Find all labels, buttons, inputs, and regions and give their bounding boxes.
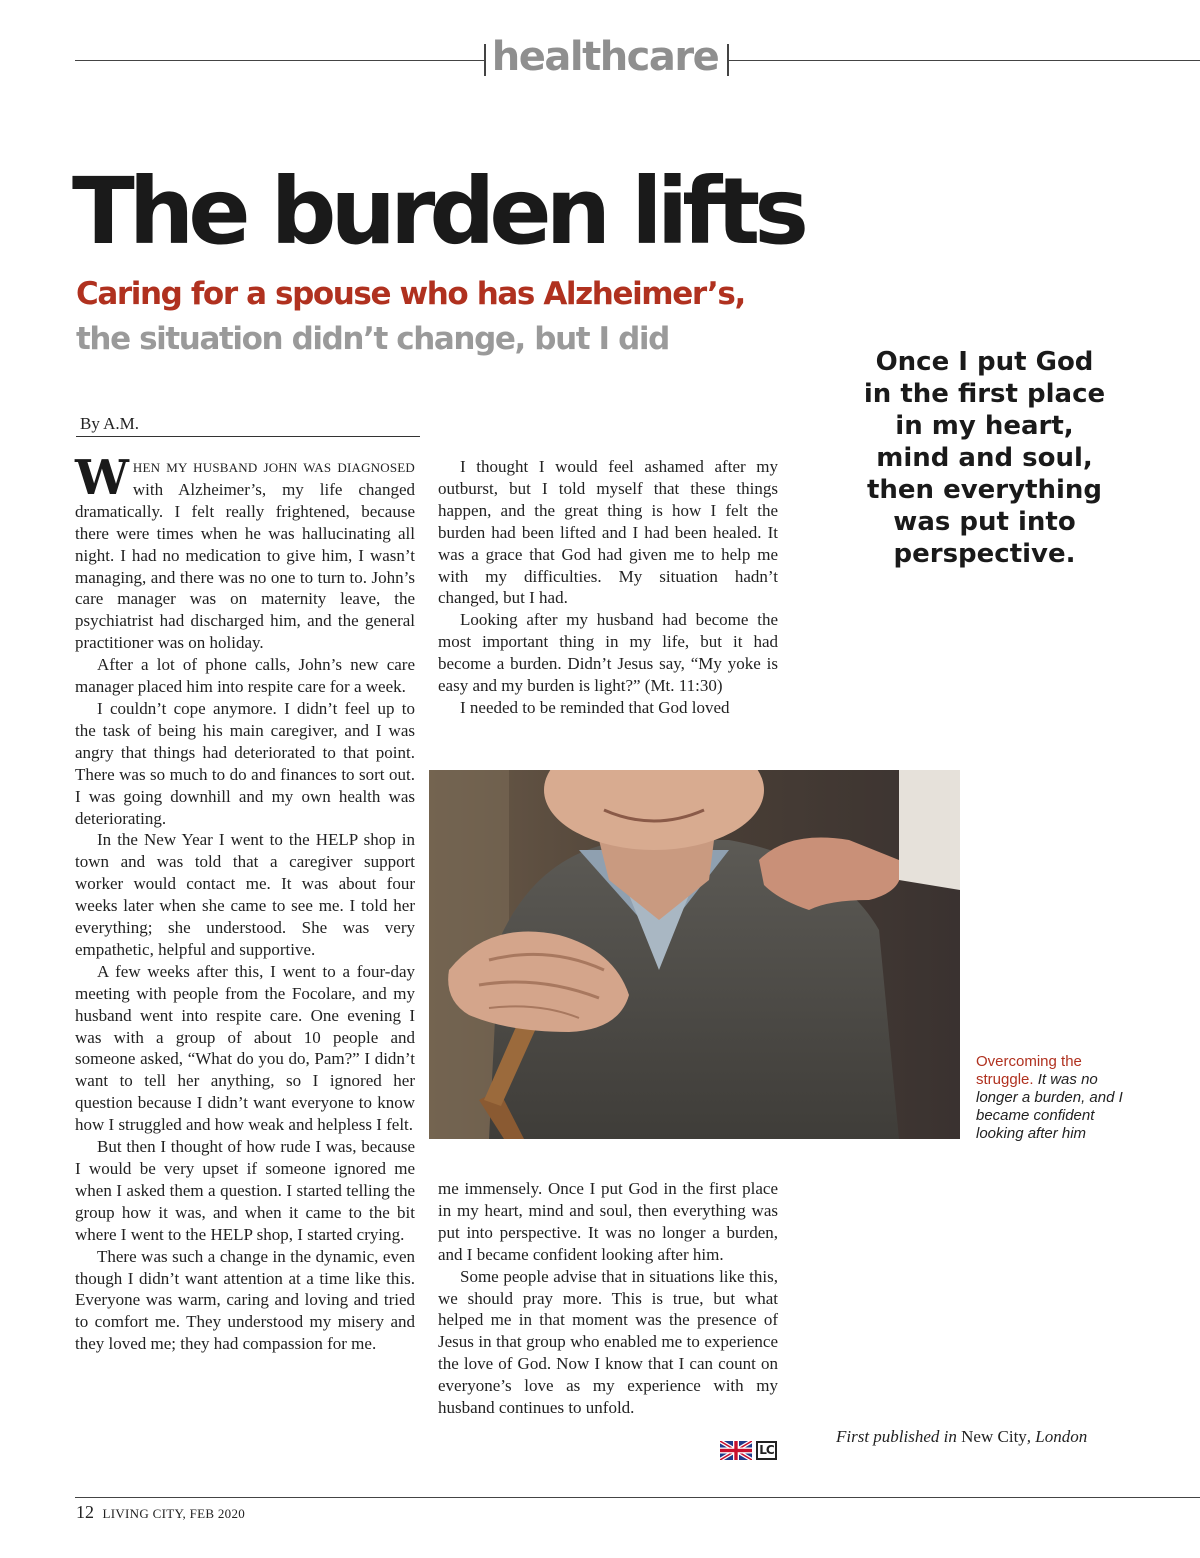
byline	[80, 414, 139, 434]
byline-rule	[76, 436, 420, 437]
article-subtitle-line2: the situation didn’t change, but I did	[76, 321, 669, 357]
pull-quote: Once I put God in the first place in my heart, mind and soul, then everything was put into perspective.	[863, 347, 1106, 569]
lead-paragraph	[75, 450, 415, 654]
body-paragraph: I couldn’t cope anymore. I didn’t feel up to the task of being his main caregiver, and I was angry that things had deteriorated to that point. There was so much to do and finances to sort out. I was going downhill and my own health was deteriorating.	[75, 698, 415, 828]
body-paragraph: I needed to be reminded that God loved	[460, 697, 730, 717]
union-jack-flag-icon	[720, 1441, 752, 1460]
article-photo	[429, 770, 960, 1139]
credit-location: London	[1035, 1427, 1088, 1446]
caption-title: Overcoming the struggle.	[976, 1053, 1082, 1088]
body-paragraph: After a lot of phone calls, John’s new care manager placed him into respite care for a week.	[75, 655, 415, 697]
elderly-man-with-cane-image	[429, 770, 960, 1139]
article-title: The burden lifts	[72, 158, 804, 265]
credit-prefix: First published in	[836, 1427, 957, 1446]
page-folio: 12 LIVING CITY, FEB 2020	[76, 1502, 246, 1522]
body-paragraph: A few weeks after this, I went to a four-day meeting with people from the Focolare, and my husband went into respite care. One evening I was with a group of about 10 people and someone asked, “What do you do, Pam?” I didn’t want to tell her anything, so I ignored her question because I didn’t want everyone to know how I struggled and how weak and helpless I felt.	[75, 961, 415, 1135]
body-paragraph: There was such a change in the dynamic, even though I didn’t want attention at a time like this. Everyone was warm, caring and loving and tried to comfort me. They understood my misery and they loved me; they had compassion for me.	[75, 1246, 415, 1354]
end-mark-lc-logo: LC	[756, 1441, 777, 1460]
byline-author: A.M.	[103, 414, 140, 433]
body-paragraph: Looking after my husband had become the most important thing in my life, but it had become a burden. Didn’t Jesus say, “My yoke is easy and my burden is light?” (Mt. 11:30)	[438, 610, 778, 696]
body-paragraph: But then I thought of how rude I was, because I would be very upset if someone ignored me when I asked them a question. I started telling the group how it was, and when it came to the bit where I went to the HELP shop, I started crying.	[75, 1137, 415, 1244]
body-paragraph: Some people advise that in situations like this, we should pray more. This is true, but what helped me in that moment was the presence of Jesus in that group who enabled me to experience the love of God. Now I know that I can count on everyone’s love as my experience with my husband continues to unfold.	[438, 1266, 778, 1418]
section-rule-left	[75, 60, 484, 61]
lead-text: with Alzheimer’s, my life changed dramatically. I felt really frightened, because there were times when he was hallucinating all night. I had no medication to give him, I wasn’t managing, and there was no one to turn to. John’s care manager was on maternity leave, the psychiatrist had discharged him, and the general practitioner was on holiday.	[75, 479, 415, 653]
article-column-2-bottom	[438, 1178, 778, 1419]
caption-text: It was no longer a burden, and I became confident looking after him	[976, 1071, 1123, 1142]
section-rule-right	[729, 60, 1200, 61]
credit-publication: New City	[961, 1427, 1027, 1446]
article-column-2-top	[438, 456, 778, 719]
magazine-name: LIVING CITY	[102, 1506, 183, 1521]
issue-date: FEB 2020	[189, 1506, 246, 1521]
publication-credit: First published in New City, London	[836, 1427, 1088, 1446]
byline-prefix: By	[80, 414, 100, 433]
dropcap: W	[75, 450, 129, 506]
page-number: 12	[76, 1502, 94, 1522]
section-label: healthcare	[491, 34, 719, 80]
body-paragraph: I thought I would feel ashamed after my outburst, but I told myself that these things happen, and the great thing is how I felt the burden had been lifted and I had been healed. It was a grace that God had given me to help me with my difficulties. My situation hadn’t changed, but I had.	[438, 457, 778, 608]
body-paragraph: me immensely. Once I put God in the first place in my heart, mind and soul, then everything was put into perspective. It was no longer a burden, and I became confident looking after him.	[438, 1179, 778, 1264]
lead-smallcaps: HEN MY HUSBAND JOHN WAS DIAGNOSED	[132, 460, 415, 475]
article-column-1	[75, 450, 415, 1355]
section-tick-left	[484, 44, 486, 76]
article-subtitle-line1: Caring for a spouse who has Alzheimer’s,	[76, 276, 745, 312]
footer-rule	[75, 1497, 1200, 1498]
body-paragraph: In the New Year I went to the HELP shop in town and was told that a caregiver support worker would contact me. It was about four weeks later when she came to see me. I told her everything; she understood. She was very empathetic, helpful and supportive.	[75, 830, 415, 959]
photo-caption	[976, 1053, 1136, 1143]
